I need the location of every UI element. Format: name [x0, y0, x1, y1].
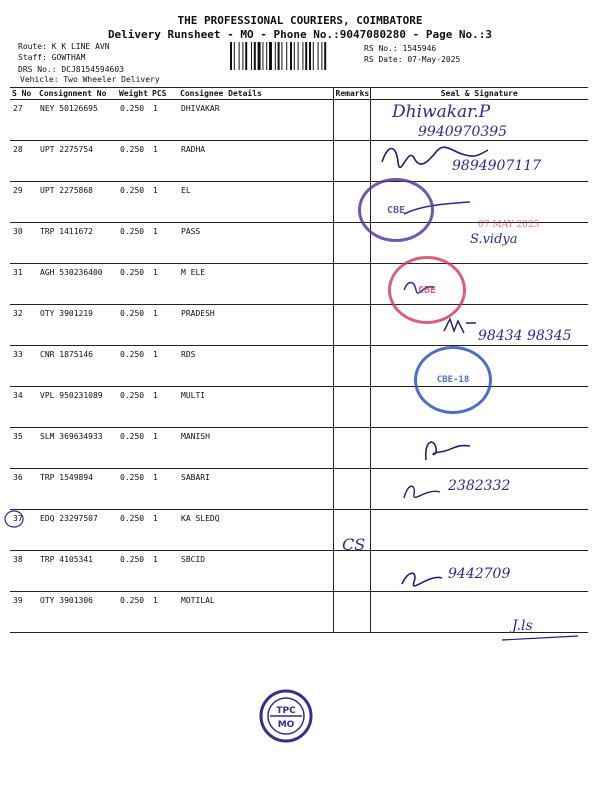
tpc-stamp-top: TPC — [276, 706, 296, 716]
barcode-bar — [242, 42, 243, 70]
row-consignee: SBCID — [178, 551, 333, 592]
red-stamp-text: CBE — [417, 284, 437, 296]
table-row — [10, 182, 588, 223]
barcode-bar — [302, 42, 303, 70]
row-consignee: PRADESH — [178, 305, 333, 346]
rs-date: RS Date: 07-May-2025 — [364, 55, 461, 64]
barcode-bar — [230, 42, 232, 70]
row-consignee: MULTI — [178, 387, 333, 428]
barcode-bar — [286, 42, 287, 70]
barcode-bar — [305, 42, 307, 70]
barcode-bar — [318, 42, 319, 70]
col-header-weight: Weight — [117, 88, 150, 100]
barcode-bar — [309, 42, 311, 70]
barcode-bar — [245, 42, 247, 70]
barcode-bar — [251, 42, 252, 70]
table-row — [10, 346, 588, 387]
row-weight: 0.250 — [117, 346, 150, 387]
row-weight: 0.250 — [117, 428, 150, 469]
row-consignee: KA SLEDQ — [178, 510, 333, 551]
row-consignment-no: CNR 1875146 — [37, 346, 117, 387]
barcode-bar — [278, 42, 280, 70]
row-remarks — [333, 305, 370, 346]
signature-39-underline — [500, 634, 580, 642]
row-consignment-no: NEY 50126695 — [37, 100, 117, 141]
row-sno: 31 — [10, 264, 37, 305]
row-weight: 0.250 — [117, 264, 150, 305]
barcode-bar — [324, 42, 326, 70]
row-sno: 32 — [10, 305, 37, 346]
row-remarks — [333, 551, 370, 592]
runsheet-title: Delivery Runsheet - MO - Phone No.:9047080280 - Page No.:3 — [107, 28, 493, 41]
company-title: THE PROFESSIONAL COURIERS, COIMBATORE — [177, 14, 423, 27]
row-pcs: 1 — [150, 264, 178, 305]
row-consignee: DHIVAKAR — [178, 100, 333, 141]
row-sno: 39 — [10, 592, 37, 633]
row-sno: 28 — [10, 141, 37, 182]
row-37-circle-mark — [3, 509, 25, 529]
barcode-bar — [254, 42, 256, 70]
signature-35-scribble — [420, 434, 480, 464]
row-sno: 38 — [10, 551, 37, 592]
row-consignment-no: EDQ 23297507 — [37, 510, 117, 551]
row-consignment-no: TRP 4105341 — [37, 551, 117, 592]
signature-38-phone: 9442709 — [448, 566, 511, 582]
tpc-mo-stamp — [258, 688, 314, 744]
barcode-bar — [266, 42, 267, 70]
barcode-bar — [298, 42, 299, 70]
col-header-pcs: PCS — [150, 88, 178, 100]
row-consignment-no: UPT 2275868 — [37, 182, 117, 223]
red-shop-stamp — [388, 256, 466, 324]
vehicle-label: Vehicle: Two Wheeler Delivery — [20, 75, 160, 84]
blue-stamp-text: CBE-18 — [436, 375, 470, 385]
barcode-image — [230, 42, 350, 70]
row-weight: 0.250 — [117, 592, 150, 633]
row-pcs: 1 — [150, 141, 178, 182]
row-sno: 29 — [10, 182, 37, 223]
signature-36-phone: 2382332 — [448, 478, 511, 494]
drs-number: DRS No.: DCJ8154594603 — [18, 65, 124, 74]
row-pcs: 1 — [150, 428, 178, 469]
remark-37: CS — [342, 535, 366, 554]
row-consignment-no: UPT 2275754 — [37, 141, 117, 182]
row-remarks — [333, 346, 370, 387]
col-header-consignment: Consignment No — [37, 88, 117, 100]
signature-28-phone: 9894907117 — [452, 158, 542, 174]
table-header-row — [10, 88, 588, 100]
row-consignee: RADHA — [178, 141, 333, 182]
table-row — [10, 428, 588, 469]
barcode-bar — [294, 42, 295, 70]
row-weight: 0.250 — [117, 469, 150, 510]
row-weight: 0.250 — [117, 551, 150, 592]
row-pcs: 1 — [150, 182, 178, 223]
table-row — [10, 264, 588, 305]
tpc-stamp-bottom: MO — [277, 720, 295, 730]
row-pcs: 1 — [150, 223, 178, 264]
row-signature — [370, 592, 588, 633]
row-remarks — [333, 592, 370, 633]
signature-27-phone: 9940970395 — [418, 124, 508, 140]
row-remarks — [333, 469, 370, 510]
row-pcs: 1 — [150, 387, 178, 428]
row-remarks — [333, 264, 370, 305]
row-sno: 34 — [10, 387, 37, 428]
col-header-signature: Seal & Signature — [370, 88, 588, 100]
row-consignee: MANISH — [178, 428, 333, 469]
row-weight: 0.250 — [117, 387, 150, 428]
staff-label: Staff: GOWTHAM — [18, 53, 86, 62]
row-remarks — [333, 100, 370, 141]
rs-number: RS No.: 1545946 — [364, 44, 437, 53]
row-pcs: 1 — [150, 592, 178, 633]
col-header-sno: S No — [10, 88, 37, 100]
table-row — [10, 387, 588, 428]
table-row — [10, 510, 588, 551]
barcode-bar — [234, 42, 235, 70]
barcode-bar — [290, 42, 292, 70]
barcode-bar — [275, 42, 276, 70]
row-consignee: RDS — [178, 346, 333, 387]
blue-shop-stamp — [414, 346, 492, 414]
row-pcs: 1 — [150, 346, 178, 387]
barcode-bar — [262, 42, 263, 70]
row-remarks — [333, 141, 370, 182]
row-weight: 0.250 — [117, 141, 150, 182]
row-pcs: 1 — [150, 305, 178, 346]
row-consignment-no: TRP 1411672 — [37, 223, 117, 264]
row-consignee: EL — [178, 182, 333, 223]
row-consignment-no: OTY 3901219 — [37, 305, 117, 346]
row-sno: 30 — [10, 223, 37, 264]
row-pcs: 1 — [150, 551, 178, 592]
row-consignee: MOTILAL — [178, 592, 333, 633]
signature-30: S.vidya — [470, 232, 518, 247]
row-remarks — [333, 387, 370, 428]
row-consignment-no: TRP 1549894 — [37, 469, 117, 510]
col-header-consignee: Consignee Details — [178, 88, 333, 100]
row-sno: 33 — [10, 346, 37, 387]
company-stamp-cbe — [358, 178, 434, 242]
barcode-bar — [269, 42, 272, 70]
signature-38-scribble — [398, 566, 448, 590]
row-weight: 0.250 — [117, 223, 150, 264]
signature-36-scribble — [400, 478, 450, 502]
row-weight: 0.250 — [117, 305, 150, 346]
col-header-remarks: Remarks — [333, 88, 370, 100]
barcode-bar — [239, 42, 240, 70]
row-consignment-no: SLM 369634933 — [37, 428, 117, 469]
row-weight: 0.250 — [117, 510, 150, 551]
row-sno: 35 — [10, 428, 37, 469]
row-pcs: 1 — [150, 100, 178, 141]
barcode-bar — [258, 42, 261, 70]
row-consignment-no: AGH 530236400 — [37, 264, 117, 305]
row-signature — [370, 510, 588, 551]
row-consignment-no: VPL 950231089 — [37, 387, 117, 428]
row-remarks — [333, 428, 370, 469]
signature-32-phone: 98434 98345 — [478, 328, 572, 344]
barcode-bar — [281, 42, 282, 70]
row-sno: 27 — [10, 100, 37, 141]
route-label: Route: K K LINE AVN — [18, 42, 110, 51]
row-sno: 36 — [10, 469, 37, 510]
row-pcs: 1 — [150, 469, 178, 510]
signature-39: J.ls — [512, 618, 533, 634]
signature-27-name: Dhiwakar.P — [392, 102, 491, 122]
company-stamp-text: CBE — [386, 204, 406, 216]
row-sno: 37 — [10, 510, 37, 551]
row-consignee: PASS — [178, 223, 333, 264]
barcode-bar — [313, 42, 314, 70]
date-stamp: 07 MAY 2025 — [478, 220, 540, 230]
row-consignment-no: OTY 3901306 — [37, 592, 117, 633]
table-row — [10, 592, 588, 633]
row-consignee: SABARI — [178, 469, 333, 510]
barcode-bar — [321, 42, 322, 70]
row-pcs: 1 — [150, 510, 178, 551]
row-consignee: M ELE — [178, 264, 333, 305]
row-weight: 0.250 — [117, 182, 150, 223]
row-weight: 0.250 — [117, 100, 150, 141]
